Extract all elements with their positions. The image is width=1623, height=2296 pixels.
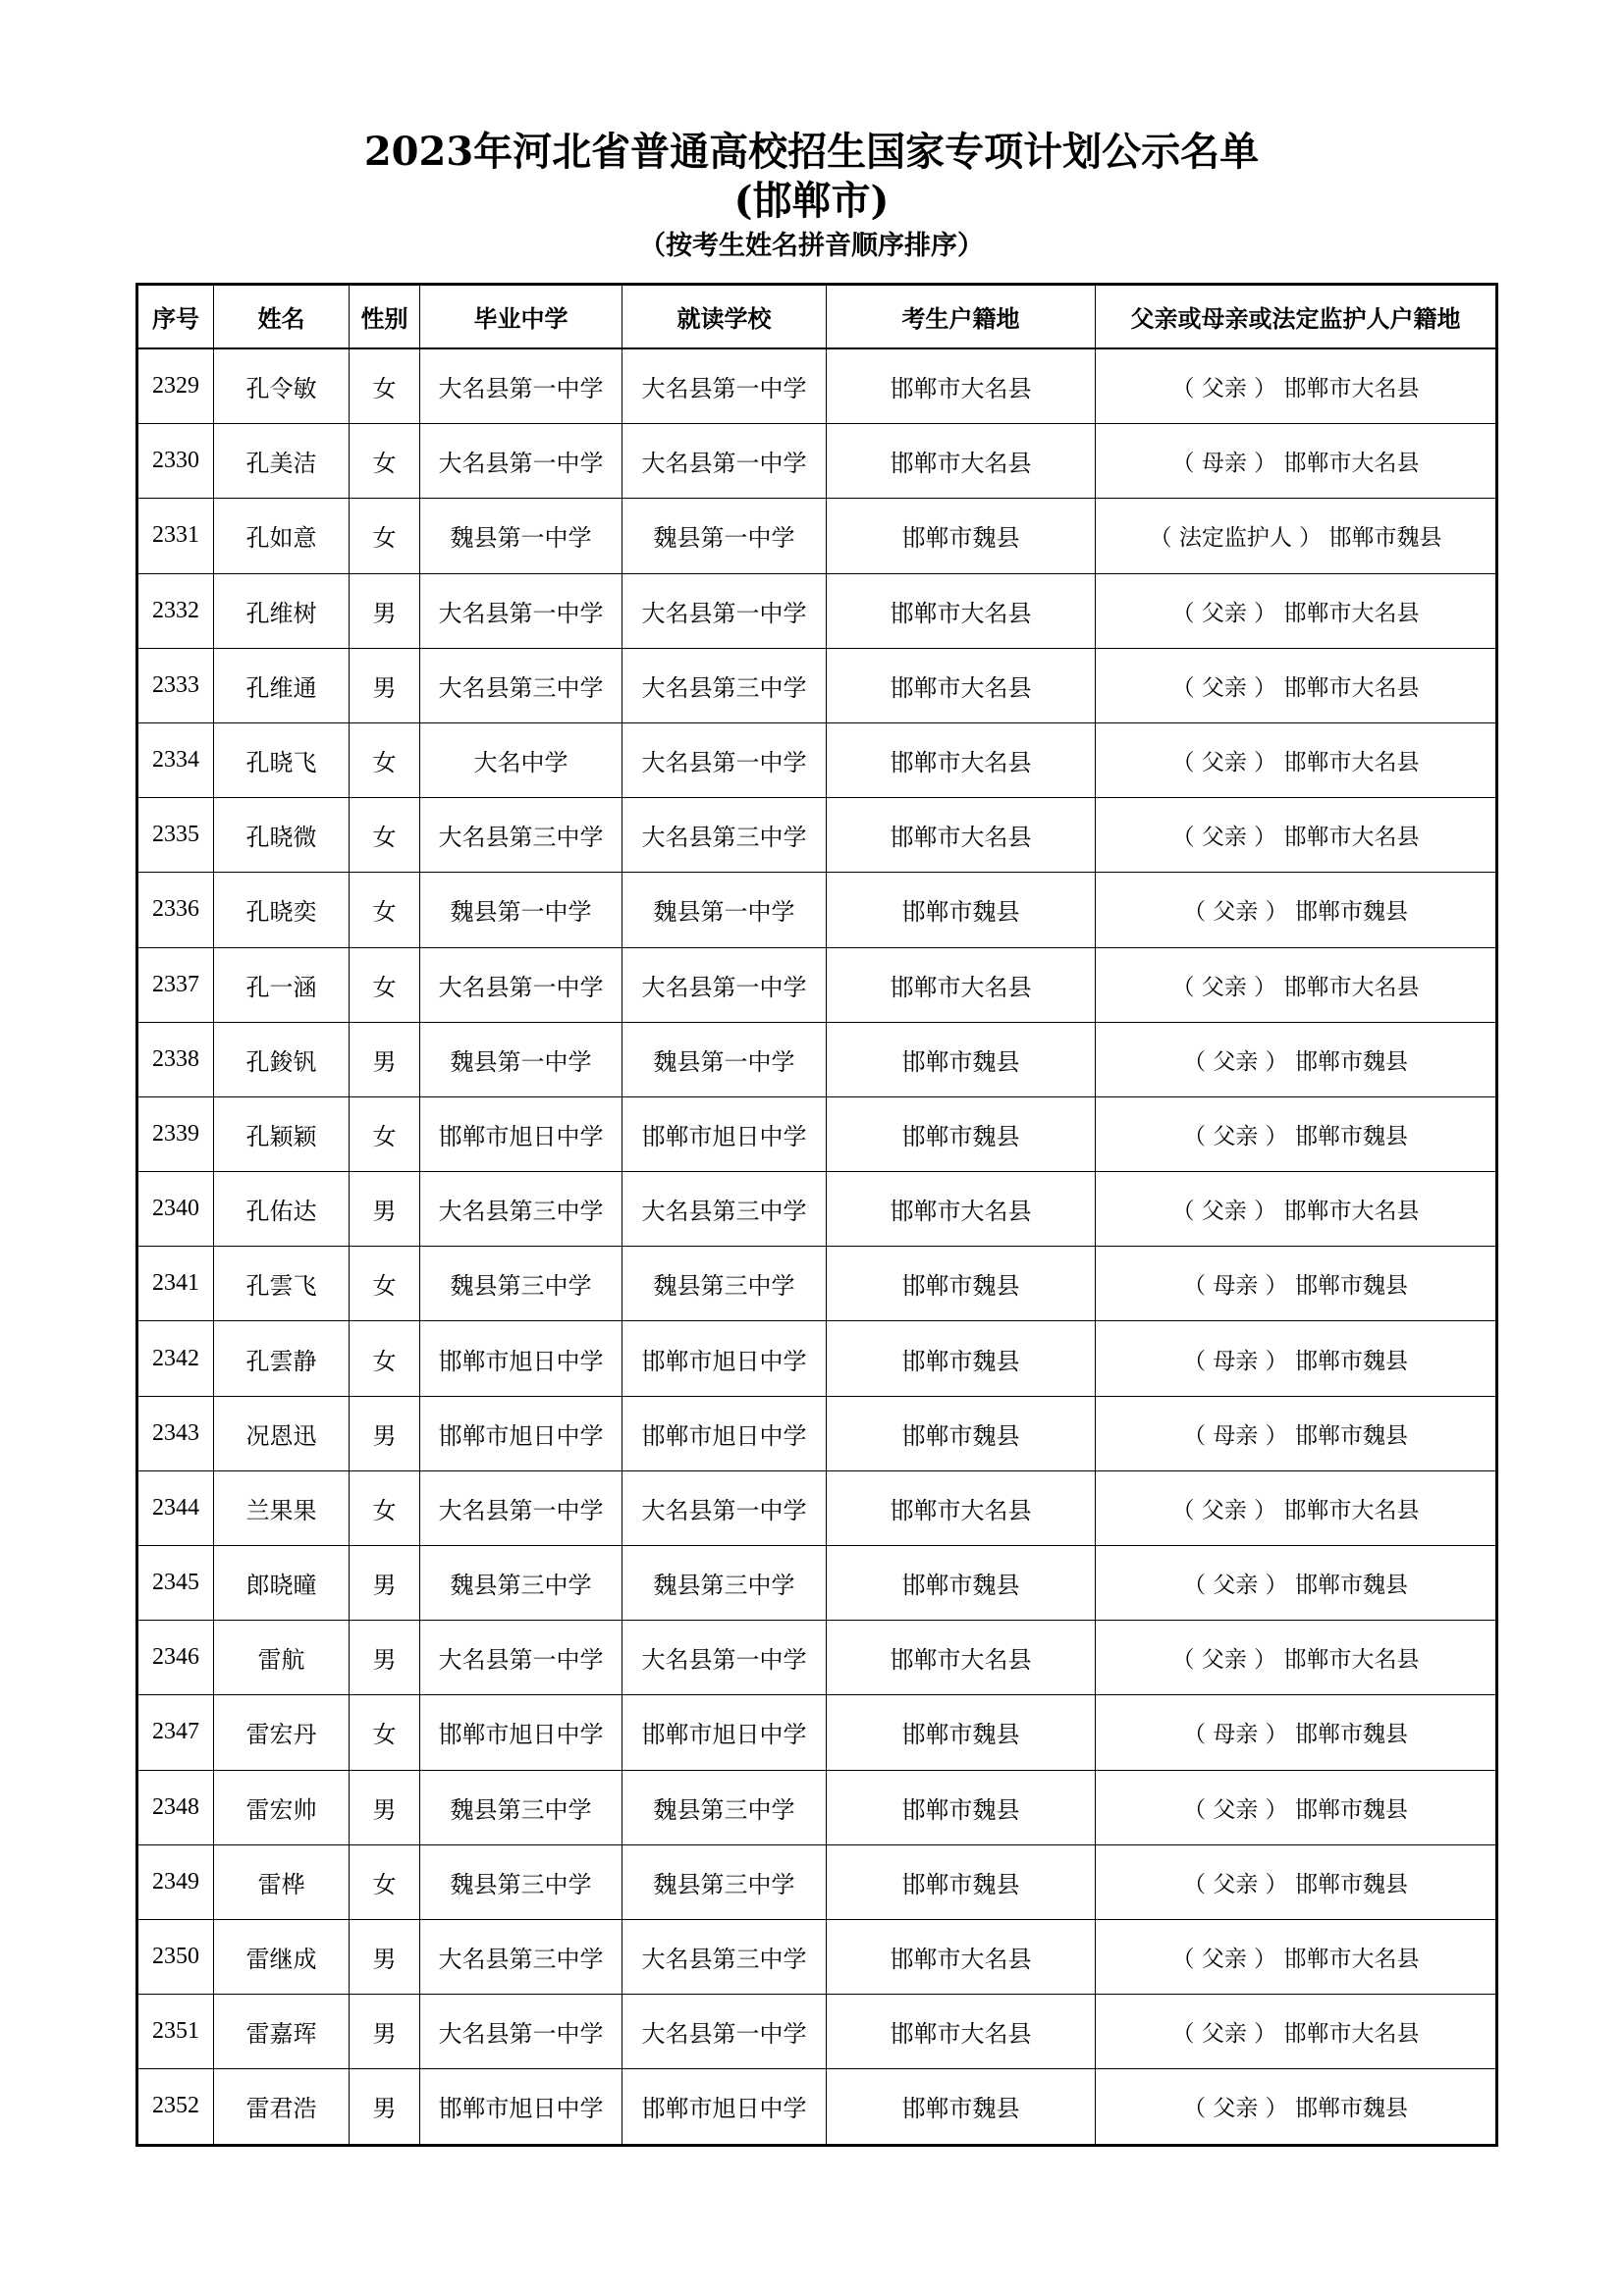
cell-seq: 2341 [137, 1247, 214, 1321]
cell-name: 孔美洁 [214, 424, 350, 499]
cell-student-hukou: 邯郸市魏县 [827, 2069, 1096, 2145]
cell-name: 况恩迅 [214, 1396, 350, 1470]
cell-current-school: 大名县第三中学 [622, 1919, 827, 1994]
cell-current-school: 大名县第一中学 [622, 1470, 827, 1545]
cell-seq: 2337 [137, 947, 214, 1022]
cell-current-school: 魏县第三中学 [622, 1844, 827, 1919]
table-row [137, 947, 1497, 1022]
cell-gender: 男 [350, 648, 420, 722]
cell-name: 孔颖颖 [214, 1096, 350, 1171]
cell-student-hukou: 邯郸市魏县 [827, 1321, 1096, 1396]
table-row [137, 1096, 1497, 1171]
header-current-school: 就读学校 [622, 285, 827, 349]
table-row [137, 1247, 1497, 1321]
cell-guardian-hukou: （ 父亲 ） 邯郸市魏县 [1096, 1546, 1497, 1621]
table-header-row [137, 285, 1497, 349]
cell-seq: 2329 [137, 348, 214, 424]
cell-seq: 2346 [137, 1621, 214, 1695]
cell-graduated-school: 邯郸市旭日中学 [420, 2069, 622, 2145]
table-row [137, 1172, 1497, 1247]
cell-gender: 男 [350, 1396, 420, 1470]
cell-guardian-hukou: （ 父亲 ） 邯郸市魏县 [1096, 1022, 1497, 1096]
cell-seq: 2344 [137, 1470, 214, 1545]
cell-name: 雷继成 [214, 1919, 350, 1994]
cell-name: 孔如意 [214, 499, 350, 573]
cell-name: 孔维树 [214, 573, 350, 648]
cell-guardian-hukou: （ 父亲 ） 邯郸市魏县 [1096, 2069, 1497, 2145]
cell-gender: 男 [350, 1995, 420, 2069]
table-row [137, 1770, 1497, 1844]
city-subtitle: (邯郸市) [733, 178, 890, 224]
cell-guardian-hukou: （ 母亲 ） 邯郸市魏县 [1096, 1396, 1497, 1470]
cell-current-school: 大名县第一中学 [622, 424, 827, 499]
cell-seq: 2348 [137, 1770, 214, 1844]
cell-graduated-school: 邯郸市旭日中学 [420, 1695, 622, 1770]
cell-student-hukou: 邯郸市魏县 [827, 1546, 1096, 1621]
cell-student-hukou: 邯郸市大名县 [827, 947, 1096, 1022]
table-row [137, 873, 1497, 947]
cell-seq: 2338 [137, 1022, 214, 1096]
cell-gender: 男 [350, 2069, 420, 2145]
cell-graduated-school: 大名县第一中学 [420, 1470, 622, 1545]
cell-student-hukou: 邯郸市大名县 [827, 1470, 1096, 1545]
cell-gender: 女 [350, 1695, 420, 1770]
cell-student-hukou: 邯郸市魏县 [827, 1695, 1096, 1770]
cell-name: 雷嘉珲 [214, 1995, 350, 2069]
cell-current-school: 大名县第三中学 [622, 648, 827, 722]
cell-graduated-school: 大名县第一中学 [420, 573, 622, 648]
cell-name: 孔维通 [214, 648, 350, 722]
cell-guardian-hukou: （ 父亲 ） 邯郸市大名县 [1096, 798, 1497, 873]
cell-gender: 女 [350, 1844, 420, 1919]
cell-current-school: 大名县第一中学 [622, 947, 827, 1022]
cell-seq: 2331 [137, 499, 214, 573]
table-body [137, 348, 1497, 2145]
cell-name: 孔一涵 [214, 947, 350, 1022]
cell-name: 雷君浩 [214, 2069, 350, 2145]
table-row [137, 1695, 1497, 1770]
cell-student-hukou: 邯郸市魏县 [827, 1022, 1096, 1096]
cell-current-school: 邯郸市旭日中学 [622, 1321, 827, 1396]
cell-gender: 男 [350, 1022, 420, 1096]
cell-gender: 女 [350, 947, 420, 1022]
cell-current-school: 魏县第一中学 [622, 499, 827, 573]
table-row [137, 1844, 1497, 1919]
cell-current-school: 魏县第三中学 [622, 1770, 827, 1844]
cell-gender: 男 [350, 1919, 420, 1994]
cell-name: 孔晓微 [214, 798, 350, 873]
cell-name: 孔鋑钒 [214, 1022, 350, 1096]
cell-guardian-hukou: （ 父亲 ） 邯郸市魏县 [1096, 873, 1497, 947]
cell-guardian-hukou: （ 父亲 ） 邯郸市大名县 [1096, 648, 1497, 722]
cell-student-hukou: 邯郸市大名县 [827, 648, 1096, 722]
cell-name: 雷宏丹 [214, 1695, 350, 1770]
cell-seq: 2349 [137, 1844, 214, 1919]
header-student-hukou: 考生户籍地 [827, 285, 1096, 349]
cell-seq: 2330 [137, 424, 214, 499]
table-row [137, 1321, 1497, 1396]
cell-current-school: 大名县第一中学 [622, 1995, 827, 2069]
cell-guardian-hukou: （ 父亲 ） 邯郸市魏县 [1096, 1096, 1497, 1171]
cell-seq: 2351 [137, 1995, 214, 2069]
cell-gender: 女 [350, 424, 420, 499]
cell-student-hukou: 邯郸市大名县 [827, 1995, 1096, 2069]
cell-guardian-hukou: （ 法定监护人 ） 邯郸市魏县 [1096, 499, 1497, 573]
cell-student-hukou: 邯郸市魏县 [827, 1247, 1096, 1321]
cell-seq: 2334 [137, 722, 214, 797]
cell-seq: 2350 [137, 1919, 214, 1994]
cell-name: 孔晓奕 [214, 873, 350, 947]
cell-student-hukou: 邯郸市魏县 [827, 1396, 1096, 1470]
cell-graduated-school: 大名县第三中学 [420, 1919, 622, 1994]
cell-student-hukou: 邯郸市大名县 [827, 1172, 1096, 1247]
cell-current-school: 邯郸市旭日中学 [622, 1396, 827, 1470]
cell-student-hukou: 邯郸市大名县 [827, 573, 1096, 648]
cell-graduated-school: 邯郸市旭日中学 [420, 1396, 622, 1470]
cell-graduated-school: 魏县第一中学 [420, 873, 622, 947]
cell-seq: 2342 [137, 1321, 214, 1396]
cell-gender: 女 [350, 1470, 420, 1545]
cell-current-school: 邯郸市旭日中学 [622, 1096, 827, 1171]
cell-current-school: 大名县第一中学 [622, 722, 827, 797]
cell-graduated-school: 大名县第一中学 [420, 424, 622, 499]
cell-seq: 2345 [137, 1546, 214, 1621]
cell-guardian-hukou: （ 父亲 ） 邯郸市大名县 [1096, 1621, 1497, 1695]
cell-current-school: 魏县第三中学 [622, 1546, 827, 1621]
cell-student-hukou: 邯郸市大名县 [827, 424, 1096, 499]
cell-guardian-hukou: （ 母亲 ） 邯郸市魏县 [1096, 1321, 1497, 1396]
cell-guardian-hukou: （ 父亲 ） 邯郸市大名县 [1096, 947, 1497, 1022]
cell-seq: 2335 [137, 798, 214, 873]
table-row [137, 348, 1497, 424]
cell-graduated-school: 大名县第一中学 [420, 1995, 622, 2069]
cell-guardian-hukou: （ 父亲 ） 邯郸市大名县 [1096, 1470, 1497, 1545]
table-row [137, 798, 1497, 873]
table-row [137, 573, 1497, 648]
header-seq: 序号 [137, 285, 214, 349]
header-graduated-school: 毕业中学 [420, 285, 622, 349]
cell-graduated-school: 魏县第三中学 [420, 1546, 622, 1621]
cell-student-hukou: 邯郸市大名县 [827, 1621, 1096, 1695]
cell-graduated-school: 邯郸市旭日中学 [420, 1321, 622, 1396]
cell-student-hukou: 邯郸市魏县 [827, 1096, 1096, 1171]
cell-guardian-hukou: （ 父亲 ） 邯郸市大名县 [1096, 1995, 1497, 2069]
table-row [137, 2069, 1497, 2145]
cell-guardian-hukou: （ 父亲 ） 邯郸市魏县 [1096, 1844, 1497, 1919]
cell-current-school: 魏县第三中学 [622, 1247, 827, 1321]
cell-graduated-school: 魏县第三中学 [420, 1770, 622, 1844]
cell-current-school: 大名县第三中学 [622, 1172, 827, 1247]
cell-student-hukou: 邯郸市魏县 [827, 873, 1096, 947]
cell-seq: 2347 [137, 1695, 214, 1770]
cell-guardian-hukou: （ 父亲 ） 邯郸市魏县 [1096, 1770, 1497, 1844]
cell-graduated-school: 魏县第三中学 [420, 1247, 622, 1321]
cell-gender: 女 [350, 499, 420, 573]
cell-current-school: 邯郸市旭日中学 [622, 2069, 827, 2145]
table-row [137, 1621, 1497, 1695]
cell-gender: 女 [350, 1247, 420, 1321]
header-name: 姓名 [214, 285, 350, 349]
cell-student-hukou: 邯郸市大名县 [827, 722, 1096, 797]
table-row [137, 722, 1497, 797]
table-row [137, 499, 1497, 573]
cell-guardian-hukou: （ 父亲 ） 邯郸市大名县 [1096, 1172, 1497, 1247]
cell-current-school: 大名县第一中学 [622, 573, 827, 648]
cell-name: 雷桦 [214, 1844, 350, 1919]
cell-gender: 女 [350, 1321, 420, 1396]
cell-name: 孔令敏 [214, 348, 350, 424]
cell-seq: 2343 [137, 1396, 214, 1470]
cell-guardian-hukou: （ 母亲 ） 邯郸市魏县 [1096, 1247, 1497, 1321]
cell-gender: 男 [350, 1172, 420, 1247]
cell-student-hukou: 邯郸市魏县 [827, 1844, 1096, 1919]
cell-graduated-school: 大名中学 [420, 722, 622, 797]
cell-name: 孔雲飞 [214, 1247, 350, 1321]
cell-guardian-hukou: （ 母亲 ） 邯郸市大名县 [1096, 424, 1497, 499]
cell-name: 雷航 [214, 1621, 350, 1695]
cell-seq: 2352 [137, 2069, 214, 2145]
cell-seq: 2333 [137, 648, 214, 722]
table-row [137, 1396, 1497, 1470]
cell-student-hukou: 邯郸市魏县 [827, 1770, 1096, 1844]
cell-gender: 女 [350, 798, 420, 873]
page-title: 2023年河北省普通高校招生国家专项计划公示名单 [363, 129, 1260, 175]
header-gender: 性别 [350, 285, 420, 349]
cell-seq: 2339 [137, 1096, 214, 1171]
cell-graduated-school: 大名县第三中学 [420, 648, 622, 722]
cell-name: 孔佑达 [214, 1172, 350, 1247]
cell-gender: 男 [350, 1546, 420, 1621]
cell-gender: 男 [350, 1770, 420, 1844]
table-row [137, 1546, 1497, 1621]
cell-guardian-hukou: （ 父亲 ） 邯郸市大名县 [1096, 722, 1497, 797]
cell-gender: 女 [350, 1096, 420, 1171]
table-row [137, 648, 1497, 722]
table-row [137, 424, 1497, 499]
cell-graduated-school: 大名县第一中学 [420, 1621, 622, 1695]
cell-name: 兰果果 [214, 1470, 350, 1545]
cell-graduated-school: 大名县第一中学 [420, 348, 622, 424]
cell-guardian-hukou: （ 父亲 ） 邯郸市大名县 [1096, 1919, 1497, 1994]
cell-student-hukou: 邯郸市大名县 [827, 1919, 1096, 1994]
cell-graduated-school: 大名县第一中学 [420, 947, 622, 1022]
cell-name: 孔晓飞 [214, 722, 350, 797]
sort-note: （按考生姓名拼音顺序排序） [639, 231, 984, 261]
cell-gender: 女 [350, 722, 420, 797]
cell-name: 孔雲静 [214, 1321, 350, 1396]
cell-student-hukou: 邯郸市大名县 [827, 798, 1096, 873]
cell-student-hukou: 邯郸市大名县 [827, 348, 1096, 424]
cell-student-hukou: 邯郸市魏县 [827, 499, 1096, 573]
cell-gender: 男 [350, 573, 420, 648]
table-row [137, 1470, 1497, 1545]
table-row [137, 1995, 1497, 2069]
header-guardian-hukou: 父亲或母亲或法定监护人户籍地 [1096, 285, 1497, 349]
table-row [137, 1919, 1497, 1994]
cell-current-school: 大名县第三中学 [622, 798, 827, 873]
cell-graduated-school: 魏县第一中学 [420, 499, 622, 573]
cell-guardian-hukou: （ 母亲 ） 邯郸市魏县 [1096, 1695, 1497, 1770]
cell-seq: 2332 [137, 573, 214, 648]
cell-seq: 2340 [137, 1172, 214, 1247]
cell-graduated-school: 大名县第三中学 [420, 798, 622, 873]
cell-graduated-school: 邯郸市旭日中学 [420, 1096, 622, 1171]
cell-guardian-hukou: （ 父亲 ） 邯郸市大名县 [1096, 573, 1497, 648]
table-row [137, 1022, 1497, 1096]
cell-current-school: 大名县第一中学 [622, 348, 827, 424]
cell-graduated-school: 魏县第三中学 [420, 1844, 622, 1919]
cell-graduated-school: 大名县第三中学 [420, 1172, 622, 1247]
cell-gender: 女 [350, 348, 420, 424]
cell-name: 雷宏帅 [214, 1770, 350, 1844]
cell-seq: 2336 [137, 873, 214, 947]
cell-current-school: 大名县第一中学 [622, 1621, 827, 1695]
cell-graduated-school: 魏县第一中学 [420, 1022, 622, 1096]
cell-current-school: 魏县第一中学 [622, 873, 827, 947]
cell-gender: 男 [350, 1621, 420, 1695]
cell-current-school: 魏县第一中学 [622, 1022, 827, 1096]
cell-name: 郎晓曈 [214, 1546, 350, 1621]
cell-guardian-hukou: （ 父亲 ） 邯郸市大名县 [1096, 348, 1497, 424]
cell-gender: 女 [350, 873, 420, 947]
cell-current-school: 邯郸市旭日中学 [622, 1695, 827, 1770]
roster-table [135, 283, 1498, 2147]
